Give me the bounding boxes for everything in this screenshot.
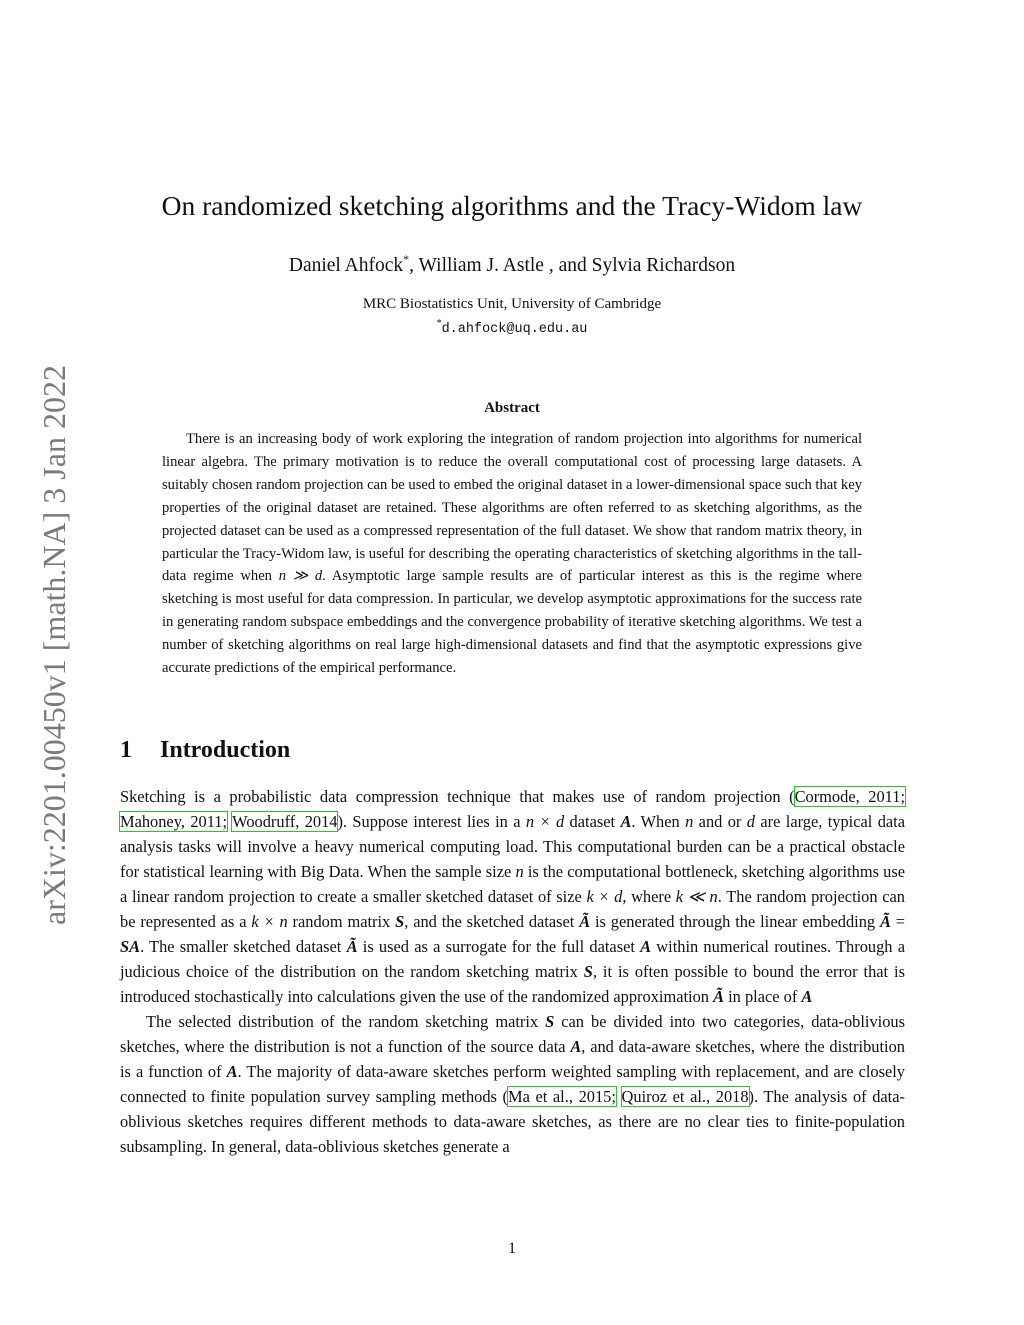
citation-link-cormode[interactable]: Cormode, 2011; <box>794 787 906 806</box>
math-matrix: S <box>395 912 405 931</box>
math-matrix: A <box>640 937 652 956</box>
paragraph: Sketching is a probabilistic data compression technique that makes use of random projection (Cormode, 2011; Mahoney, 2011; Woodruff, 2014). Suppose interest lies in a n × d dataset A. When n and or d are large, typical data analysis tasks will involve a heavy numerical computing load. This computational burden can be a practical obstacle for statistical learning with Big Data. When the sample size n is the computational bottleneck, sketching algorithms use a linear random projection to create a smaller sketched dataset of size k × d, where k ≪ n. The random projection can be represented as a k × n random matrix S, and the sketched dataset Ã is generated through the linear embedding Ã = SA. The smaller sketched dataset Ã is used as a surrogate for the full dataset A within numerical routines. Through a judicious choice of the distribution on the random sketching matrix S, it is often possible to bound the error that is introduced stochastically into calculations given the use of the randomized approximation Ã in place of A <box>120 787 906 1006</box>
citation-link-mahoney[interactable]: Mahoney, 2011; <box>120 812 228 831</box>
math-matrix: A <box>570 1037 582 1056</box>
citation-link-woodruff[interactable]: Woodruff, 2014 <box>232 812 338 831</box>
abstract-text-part: . Asymptotic large sample results are of particular interest as this is the regime where sketching is most useful for data compression. In particular, we develop asymptotic approximations for the success rate in generating random subspace embeddings and the convergence probability of iterative sketching algorithms. We test a number of sketching algorithms on real large high-dimensional datasets and find that the asymptotic expressions give accurate predictions of the empirical performance. <box>162 568 862 677</box>
arxiv-identifier-stamp: arXiv:2201.00450v1 [math.NA] 3 Jan 2022 <box>36 365 72 925</box>
paragraph: The selected distribution of the random sketching matrix S can be divided into two categories, data-oblivious sketches, where the distribution is not a function of the source data A, and data-aware sketches, where the distribution is a function of A. The majority of data-aware sketches perform weighted sampling with replacement, and are closely connected to finite population survey sampling methods (Ma et al., 2015; Quiroz et al., 2018). The analysis of data-oblivious sketches requires different methods to data-aware sketches, as there are no clear ties to finite-population subsampling. In general, data-oblivious sketches generate a <box>120 1012 906 1156</box>
abstract-heading: Abstract <box>484 400 540 416</box>
page-number: 1 <box>508 1240 516 1257</box>
math-inline: n <box>515 862 524 881</box>
contact-email <box>0 318 1024 337</box>
math-matrix: A <box>620 812 632 831</box>
affiliation: MRC Biostatistics Unit, University of Cambridge <box>362 296 662 312</box>
math-matrix: Ã <box>713 987 725 1006</box>
abstract-text <box>162 428 862 680</box>
author-name: Daniel Ahfock <box>288 255 404 276</box>
math-matrix: A <box>801 987 813 1006</box>
math-inline: d <box>746 812 755 831</box>
math-matrix: Ã <box>579 912 591 931</box>
author-footnote-mark: * <box>403 252 410 266</box>
math-inline: n × d <box>525 812 565 831</box>
math-matrix: Ã <box>879 912 891 931</box>
section-heading-introduction <box>120 737 290 764</box>
email-address: d.ahfock@uq.edu.au <box>441 322 588 337</box>
math-inline: n ≫ d <box>278 568 323 585</box>
math-inline: n <box>685 812 694 831</box>
math-inline: k ≪ n <box>675 887 718 906</box>
math-matrix: Ã <box>346 937 358 956</box>
section-title: Introduction <box>160 737 291 763</box>
author-list <box>0 252 1024 277</box>
math-matrix: SA <box>120 937 141 956</box>
math-inline: k × d <box>586 887 623 906</box>
math-matrix: A <box>226 1062 238 1081</box>
math-matrix: S <box>583 962 593 981</box>
citation-link-ma[interactable]: Ma et al., 2015; <box>508 1087 616 1106</box>
paper-title: On randomized sketching algorithms and the Tracy-Widom law <box>161 190 863 221</box>
email-footnote-mark: * <box>436 318 442 329</box>
introduction-body <box>120 784 905 1159</box>
abstract-text-part: There is an increasing body of work exploring the integration of random projection into algorithms for numerical linear algebra. The primary motivation is to reduce the overall computational cost of processing large datasets. A suitably chosen random projection can be used to embed the original dataset in a lower-dimensional space such that key properties of the original dataset are retained. These algorithms are often referred to as sketching algorithms, as the projected dataset can be used as a compressed representation of the full dataset. We show that random matrix theory, in particular the Tracy-Widom law, is useful for describing the operating characteristics of sketching algorithms in the tall-data regime when <box>162 431 862 585</box>
math-inline: k × n <box>251 912 288 931</box>
section-number: 1 <box>120 737 132 763</box>
citation-link-quiroz[interactable]: Quiroz et al., 2018 <box>621 1087 749 1106</box>
author-names-rest: , William J. Astle , and Sylvia Richardson <box>409 255 736 276</box>
math-matrix: S <box>545 1012 555 1031</box>
